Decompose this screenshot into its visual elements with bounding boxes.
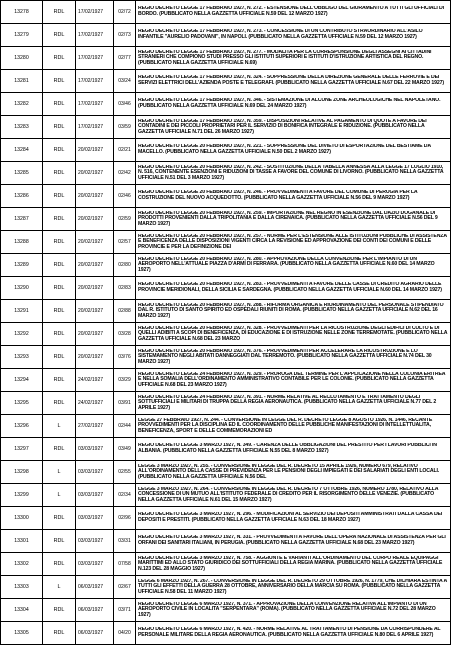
act-type: RDL — [43, 116, 76, 139]
act-description: LEGGE 27 FEBBRAIO 1927, N. 244. - CONVERSIONE IN LEGGE DEL R. DECRETO LEGGE 8 AGOSTO 1926, N. 1446, RECANTE PROVVEDIMENTI PER LA DISCIPLINA ED IL COORDINAMENTO DELLE PUBBLICHE MANIFESTAZIONI DI INTELLETTUALITA, BENEFICENZA, SPORT E DELLE COMMEMORAZIONI ED — [138, 417, 433, 434]
act-description: REGIO DECRETO LEGGE 20 FEBBRAIO 1927, N. 221. - SOPPRESSIONE DEL DIVIETO DI ESPORTAZIONE DEL BESTIAME DA MACELLO. (PUBBLICATO NELLA GAZZETTA UFFICIALE N.50 DEL 2 MARZO 1927) — [138, 144, 431, 155]
act-description-cell — [136, 1, 451, 24]
act-date: 03/03/1927 — [76, 530, 114, 553]
act-number: 03/76 — [114, 346, 136, 369]
record-id: 13291 — [1, 300, 43, 323]
act-type: RDL — [43, 254, 76, 277]
act-type: RDL — [43, 622, 76, 645]
act-description: REGIO DECRETO LEGGE 20 FEBBRAIO 1927, N. 283. - PROVVEDIMENTI A FAVORE DELLE CASSE DI CREDITO AGRARIO DELLE PROVINCIE MERIDIONALI, DELLA SICILIA E SARDEGNA. (PUBBLICATO NELLA GAZZETTA UFFICIALE N.60 DEL 14 MARZO 1927) — [138, 282, 442, 293]
record-id: 13288 — [1, 231, 43, 254]
act-description: REGIO DECRETO LEGGE 20 FEBBRAIO 1927, N. 288. - RIFORMA ORGANICA E RIORDINAMENTO DEL PERSONALE STIPENDIATO DAL R. ISTITUTO DI SANTO SPIRITO ED OSPEDALI RIUNITI DI ROMA. (PUBBLICATO NELLA GAZZETTA UFFICIALE N.62 DEL 16 MARZO 1927) — [138, 302, 444, 319]
act-description-cell — [136, 461, 451, 484]
act-type: RDL — [43, 1, 76, 24]
act-type: L — [43, 461, 76, 484]
record-id: 13299 — [1, 484, 43, 507]
record-id: 13296 — [1, 415, 43, 438]
act-description: REGIO DECRETO LEGGE 3 MARZO 1927, N. 758. - AGGIUNTE E VARIANTI ALL'ORDINAMENTO DEL CORPO REALE EQUIPAGGI MARITTIMI ED ALLO STATO GIURIDICO DEI SOTTUFFICIALI DELLA REGIA MARINA. (PUBBLICATO NELLA GAZZETTA UFFICIALE N.123 DEL 28 MAGGIO 1927) — [138, 555, 443, 572]
act-number: 03/59 — [114, 116, 136, 139]
table-row — [1, 507, 451, 530]
record-id: 13286 — [1, 185, 43, 208]
act-description-cell — [136, 530, 451, 553]
table-row — [1, 185, 451, 208]
act-description: REGIO DECRETO LEGGE 17 FEBBRAIO 1927, N. 277. - MODALITA PER LA CORRESPONSIONE DEGLI ASSEGNI AI CITTADINI STRANIERI CHE COMPIONO STUDI PRESSO GLI ISTITUTI SUPERIORI E ISTITUTI D'ISTRUZIONE ARTISTICA DEL REGNO. (PUBBLICATO NELLA GAZZETTA UFFICIALE N.69) — [138, 49, 432, 66]
act-description-cell — [136, 392, 451, 415]
act-number: 02/44 — [114, 415, 136, 438]
record-id: 13287 — [1, 208, 43, 231]
act-description-cell — [136, 277, 451, 300]
act-type: RDL — [43, 323, 76, 346]
record-id: 13289 — [1, 254, 43, 277]
act-number: 02/73 — [114, 24, 136, 47]
table-row — [1, 323, 451, 346]
table-row — [1, 369, 451, 392]
table-row — [1, 116, 451, 139]
table-row — [1, 599, 451, 622]
act-description-cell — [136, 346, 451, 369]
record-id: 13302 — [1, 553, 43, 576]
act-date: 20/02/1927 — [76, 231, 114, 254]
record-id: 13305 — [1, 622, 43, 645]
record-id: 13279 — [1, 24, 43, 47]
act-description: REGIO DECRETO LEGGE 20 FEBBRAIO 1927, N. 280. - APPROVAZIONE DELLA CONVENZIONE PER L'IMPIANTO DI UN AEROPORTO NELL'ATTUALE PIAZZA D'ARMI DI FERRARA. (PUBBLICATO NELLA GAZZETTA UFFICIALE N.60 DEL 14 MARZO 1927) — [138, 256, 435, 273]
record-id: 13290 — [1, 277, 43, 300]
act-type: RDL — [43, 185, 76, 208]
act-date: 20/02/1927 — [76, 323, 114, 346]
act-number: 02/46 — [114, 185, 136, 208]
act-number: 03/91 — [114, 392, 136, 415]
act-date: 24/02/1927 — [76, 392, 114, 415]
act-description-cell — [136, 231, 451, 254]
act-date: 24/02/1927 — [76, 369, 114, 392]
act-description: REGIO DECRETO LEGGE 3 MARZO 1927, N. 296. - MODIFICAZIONI AL SERVIZIO DEI DEPOSITI AMMINISTRATI DALLA CASSA DEI DEPOSITI E PRESTITI. (PUBBLICATO NELLA GAZZETTA UFFICIALE N.63 DEL 18 MARZO 1927) — [138, 512, 443, 523]
act-description-cell — [136, 162, 451, 185]
act-description: LEGGE 3 MARZO 1927, N. 264. - CONVERSIONE IN LEGGE DEL R. DECRETO 7 OTTOBRE 1926, NUMERO 1780, RELATIVO ALLA CONCESSIONE DI UN MUTUO ALL'ISTITUTO FEDERALE DI CREDITO PER IL RISORGIMENTO DELLE VENEZIE. (PUBBLICATO NELLA GAZZETTA UFFICIALE N.61 DEL 15 MARZO 1927) — [138, 486, 439, 503]
table-row — [1, 392, 451, 415]
record-id: 13301 — [1, 530, 43, 553]
act-description-cell — [136, 93, 451, 116]
act-description: REGIO DECRETO LEGGE 20 FEBBRAIO 1927, N. 376. - PROVVEDIMENTI PER ACCELERARE LA RICOSTRUZIONE E LO SISTEMAMENTO NEGLI ABITATI DANNEGGIATI DAL TERREMOTO. (PUBBLICATO NELLA GAZZETTA UFFICIALE N.74 DEL 30 MARZO 1927) — [138, 348, 432, 365]
act-description: REGIO DECRETO LEGGE 17 FEBBRAIO 1927, N. 359. - DISPOSIZIONI RELATIVE AL PAGAMENTO DI QUOTE A FAVORE DEI CONTADINI E DEI PICCOLI PROPRIETARI PER IL SERVIZIO DI BONIFICA INTEGRALE E RIDUZIONE. (PUBBLICATO NELLA GAZZETTA UFFICIALE N.71 DEL 26 MARZO 1927) — [138, 118, 427, 135]
record-id: 13284 — [1, 139, 43, 162]
table-row — [1, 70, 451, 93]
record-id: 13282 — [1, 93, 43, 116]
act-description-cell — [136, 599, 451, 622]
act-date: 03/03/1927 — [76, 484, 114, 507]
act-description-cell — [136, 438, 451, 461]
act-type: RDL — [43, 438, 76, 461]
act-description-cell — [136, 116, 451, 139]
table-row — [1, 484, 451, 507]
act-type: RDL — [43, 47, 76, 70]
act-description-cell — [136, 484, 451, 507]
record-id: 13297 — [1, 438, 43, 461]
act-description-cell — [136, 254, 451, 277]
act-description-cell — [136, 185, 451, 208]
table-row — [1, 622, 451, 645]
act-description-cell — [136, 415, 451, 438]
act-number: 02/59 — [114, 208, 136, 231]
act-description: LEGGE 3 MARZO 1927, N. 255. - CONVERSIONE IN LEGGE DEL R. DECRETO 15 APRILE 1926, NUMERO 679, RELATIVO ALL'ORDINAMENTO DELLA CASSE DI PREVIDENZA PER LE PENSIONI DEGLI IMPIEGATI E DEI SALARIATI DEGLI ENTI LOCALI. (PUBBLICATO NELLA GAZZETTA UFFICIALE N.56 DEL — [138, 463, 440, 480]
table-row — [1, 277, 451, 300]
table-row — [1, 530, 451, 553]
act-date: 17/02/1927 — [76, 24, 114, 47]
act-type: RDL — [43, 369, 76, 392]
act-number: 02/57 — [114, 231, 136, 254]
register-body — [1, 1, 451, 645]
act-description-cell — [136, 139, 451, 162]
act-number: 03/46 — [114, 93, 136, 116]
act-number: 03/31 — [114, 530, 136, 553]
table-row — [1, 438, 451, 461]
act-number: 02/55 — [114, 461, 136, 484]
act-description: REGIO DECRETO LEGGE 6 MARZO 1927, N. 371. - APPROVAZIONE DELLA CONVENZIONE RELATIVA ALL'IMPIANTO DI UN AEROPORTO CIVILE IN LOCALITA "SERPENTARA" (ROMA). (PUBBLICATO NELLA GAZZETTA UFFICIALE N.72 DEL 28 MARZO 1927) — [138, 601, 436, 618]
record-id: 13295 — [1, 392, 43, 415]
table-row — [1, 1, 451, 24]
act-date: 03/03/1927 — [76, 461, 114, 484]
table-row — [1, 415, 451, 438]
act-type: RDL — [43, 139, 76, 162]
act-description-cell — [136, 24, 451, 47]
record-id: 13285 — [1, 162, 43, 185]
record-id: 13293 — [1, 346, 43, 369]
act-date: 17/02/1927 — [76, 70, 114, 93]
act-description-cell — [136, 622, 451, 645]
act-description: REGIO DECRETO LEGGE 3 MARZO 1927, N. 331. - PROVVEDIMENTI A FAVORE DELL'OPERA NAZIONALE DI ASSISTENZA PER GLI ORFANI DEI SANITARI ITALIANI, IN PERUGIA. (PUBBLICATO NELLA GAZZETTA UFFICIALE N.68 DEL 23 MARZO 1927) — [138, 535, 446, 546]
act-date: 17/02/1927 — [76, 93, 114, 116]
act-date: 03/03/1927 — [76, 553, 114, 576]
act-description-cell — [136, 507, 451, 530]
act-number: 02/42 — [114, 162, 136, 185]
act-description-cell — [136, 323, 451, 346]
table-row — [1, 553, 451, 576]
act-number: 03/29 — [114, 369, 136, 392]
act-type: RDL — [43, 599, 76, 622]
act-date: 03/03/1927 — [76, 507, 114, 530]
act-number: 02/83 — [114, 277, 136, 300]
record-id: 13303 — [1, 576, 43, 599]
record-id: 13300 — [1, 507, 43, 530]
act-number: 02/21 — [114, 139, 136, 162]
record-id: 13292 — [1, 323, 43, 346]
act-number: 03/71 — [114, 599, 136, 622]
act-description: REGIO DECRETO LEGGE 20 FEBBRAIO 1927, N. 328. - PROVVEDIMENTI PER LA RICOSTRUZIONE DEGLI EDIFICI DI CULTO E DI QUELLI ADIBITI A SCOPI DI BENEFICENZA, DI EDUCAZIONE E DI ISTRUZIONE NELLE ZONE TERREMOTATE. (PUBBLICATO NELLA GAZZETTA UFFICIALE N.68 DEL 23 MARZO — [138, 325, 448, 342]
record-id: 13281 — [1, 70, 43, 93]
act-description: REGIO DECRETO LEGGE 20 FEBBRAIO 1927, N. 257. - NORME PER L'ESTENSIONE ALLE ISTITUZIONI PUBBLICHE DI ASSISTENZA E BENEFICENZA DELLE DISPOSIZIONI VIGENTI CIRCA LA REVISIONE ED APPROVAZIONE DEI CONTI DEI COMUNI E DELLE PROVINCIE E PER LA DEFINIZIONE DEI — [138, 233, 447, 250]
act-number: 02/88 — [114, 300, 136, 323]
act-type: RDL — [43, 346, 76, 369]
act-date: 20/02/1927 — [76, 277, 114, 300]
act-type: RDL — [43, 300, 76, 323]
table-row — [1, 254, 451, 277]
record-id: 13283 — [1, 116, 43, 139]
act-type: RDL — [43, 231, 76, 254]
table-row — [1, 300, 451, 323]
act-date: 06/03/1927 — [76, 576, 114, 599]
act-number: 02/77 — [114, 47, 136, 70]
table-row — [1, 47, 451, 70]
act-description-cell — [136, 369, 451, 392]
act-date: 20/02/1927 — [76, 346, 114, 369]
act-description: REGIO DECRETO LEGGE 17 FEBBRAIO 1927, N. 324. - SOPPRESSIONE DELLA DIREZIONE GENERALE DELLE FERROVIE E DEI SERVIZI ELETTRICI DELL'AZIENDA POSTE E TELEGRAFI. (PUBBLICATO NELLA GAZZETTA UFFICIALE N.67 DEL 22 MARZO 1927) — [138, 75, 444, 86]
record-id: 13304 — [1, 599, 43, 622]
act-description: REGIO DECRETO LEGGE 24 FEBBRAIO 1927, N. 329. - PROROGA DEL TERMINE PER L'APPLICAZIONE NELLA COLONIA ERITREA E NELLA SOMALIA DELL'ORDINAMENTO AMMINISTRATIVO CONTABILE PER LE COLONIE. (PUBBLICATO NELLA GAZZETTA UFFICIALE N.68 DEL 23 MARZO 1927) — [138, 371, 446, 388]
act-description-cell — [136, 70, 451, 93]
act-date: 17/02/1927 — [76, 116, 114, 139]
act-date: 20/02/1927 — [76, 300, 114, 323]
act-number: 07/58 — [114, 553, 136, 576]
record-id: 13298 — [1, 461, 43, 484]
act-type: RDL — [43, 70, 76, 93]
act-description: REGIO DECRETO LEGGE 17 FEBBRAIO 1927, N. 273. - CONCESSIONE DI UN CONTRIBUTO STRAORDINARIO ALL'ASILO INFANTILE "AURELIO PADOVANI", IN NAPOLI. (PUBBLICATO NELLA GAZZETTA UFFICIALE N.59 DEL 12 MARZO 1927) — [138, 29, 423, 40]
act-type: RDL — [43, 208, 76, 231]
table-row — [1, 24, 451, 47]
act-date: 17/02/1927 — [76, 1, 114, 24]
act-number: 02/34 — [114, 484, 136, 507]
act-type: RDL — [43, 553, 76, 576]
act-number: 02/67 — [114, 576, 136, 599]
record-id: 13278 — [1, 1, 43, 24]
act-description: REGIO DECRETO LEGGE 17 FEBBRAIO 1927, N. 346. - SISTEMAZIONE DI ALCUNE ZONE ARCHEOLOGICHE NEL NAPOLETANO. (PUBBLICATO NELLA GAZZETTA UFFICIALE N.69 DEL 24 MARZO 1927) — [138, 98, 441, 109]
act-description-cell — [136, 47, 451, 70]
act-number: 03/28 — [114, 323, 136, 346]
act-description: REGIO DECRETO LEGGE 20 FEBBRAIO 1927, N. 259. - IMPORTAZIONE NEL REGNO IN ESENZIONE DAL DAZIO DOGANALE DI PRODOTTI PROVENIENTI DALLA TRIPOLITANIA E DALLA CIRENAICA. (PUBBLICATO NELLA GAZZETTA UFFICIALE N.56 DEL 9 MARZO 1927) — [138, 210, 438, 227]
act-description-cell — [136, 553, 451, 576]
act-description-cell — [136, 208, 451, 231]
act-date: 03/03/1927 — [76, 438, 114, 461]
act-type: L — [43, 415, 76, 438]
act-date: 17/02/1927 — [76, 47, 114, 70]
act-number: 02/72 — [114, 1, 136, 24]
act-number: 03/24 — [114, 70, 136, 93]
table-row — [1, 162, 451, 185]
act-type: L — [43, 484, 76, 507]
act-description-cell — [136, 300, 451, 323]
act-date: 06/03/1927 — [76, 599, 114, 622]
act-date: 20/02/1927 — [76, 162, 114, 185]
act-date: 20/02/1927 — [76, 254, 114, 277]
act-description: LEGGE 6 MARZO 1927, N. 267. - CONVERSIONE IN LEGGE DEL R. DECRETO 29 OTTOBRE 1926, N. 1779, CHE DICHIARA ESTINTA A TUTTI GLI EFFETTI DELLA GUERRA 28 OTTOBRE, ANNIVERSARIO DELLA MARCIA SU ROMA. (PUBBLICATO NELLA GAZZETTA UFFICIALE N.58 DEL 11 MARZO 1927) — [138, 578, 447, 595]
act-description: REGIO DECRETO LEGGE 3 MARZO 1927, N. 349. - CARENZA DELLE OBBLIGAZIONI DEL PRESTITO PER I LAVORI PUBBLICI IN ALBANIA. (PUBBLICATO NELLA GAZZETTA UFFICIALE N.55 DEL 8 MARZO 1927) — [138, 443, 437, 454]
act-number: 04/20 — [114, 622, 136, 645]
act-type: RDL — [43, 93, 76, 116]
act-type: RDL — [43, 392, 76, 415]
table-row — [1, 231, 451, 254]
act-description: REGIO DECRETO LEGGE 24 FEBBRAIO 1927, N. 391. - NORME RELATIVE AL RECLUTAMENTO E TRATTAMENTO DEGLI SOTTUFFICIALI E MILITARI DI TRUPPA DELLA REGIA AERONAUTICA. (PUBBLICATO NELLA GAZZETTA UFFICIALE N.77 DEL 2 APRILE 1927) — [138, 394, 437, 411]
act-date: 20/02/1927 — [76, 208, 114, 231]
act-description: REGIO DECRETO LEGGE 20 FEBBRAIO 1927, N. 246. - PROVVEDIMENTI A FAVORE DEL COMUNE DI PERUGIA PER LA COSTRUZIONE DEL NUOVO ACQUEDOTTO. (PUBBLICATO NELLA GAZZETTA UFFICIALE N.56 DEL 9 MARZO 1927) — [138, 190, 418, 201]
table-row — [1, 139, 451, 162]
table-row — [1, 461, 451, 484]
act-date: 06/03/1927 — [76, 622, 114, 645]
act-description: REGIO DECRETO LEGGE 17 FEBBRAIO 1927, N. 272. - ESTENSIONE DELL'OBBLIGO DEL GIURAMENTO A TUTTI GLI UFFICIALI DI BORDO. (PUBBLICATO NELLA GAZZETTA UFFICIALE N.59 DEL 12 MARZO 1927) — [138, 6, 444, 17]
act-type: RDL — [43, 24, 76, 47]
act-description-cell — [136, 576, 451, 599]
table-row — [1, 93, 451, 116]
act-type: RDL — [43, 507, 76, 530]
record-id: 13280 — [1, 47, 43, 70]
act-type: RDL — [43, 162, 76, 185]
record-id: 13294 — [1, 369, 43, 392]
act-type: RDL — [43, 530, 76, 553]
act-date: 20/02/1927 — [76, 139, 114, 162]
table-row — [1, 576, 451, 599]
act-number: 02/80 — [114, 254, 136, 277]
act-type: L — [43, 576, 76, 599]
table-row — [1, 208, 451, 231]
act-number: 02/96 — [114, 507, 136, 530]
table-row — [1, 346, 451, 369]
act-date: 20/02/1927 — [76, 185, 114, 208]
act-type: RDL — [43, 277, 76, 300]
act-description: REGIO DECRETO LEGGE 20 FEBBRAIO 1927, N. 242. - SOSTITUZIONE DELLA TABELLA ANNESSA ALLA LEGGE 17 LUGLIO 1910, N. 516, CONTENENTE ESENZIONI E RIDUZIONI DI TASSE A FAVORE DEL COMUNE DI LIVORNO. (PUBBLICATO NELLA GAZZETTA UFFICIALE N.51 DEL 3 MARZO 1927) — [138, 164, 444, 181]
act-date: 27/02/1927 — [76, 415, 114, 438]
act-number: 03/49 — [114, 438, 136, 461]
act-description: REGIO DECRETO LEGGE 6 MARZO 1927, N. 420. - NORME RELATIVE AL TRATTAMENTO DI PENSIONE DA CORRISPONDERE AL PERSONALE MILITARE DELLA REGIA AERONAUTICA. (PUBBLICATO NELLA GAZZETTA UFFICIALE N.80 DEL 6 APRILE 1927) — [138, 627, 441, 638]
